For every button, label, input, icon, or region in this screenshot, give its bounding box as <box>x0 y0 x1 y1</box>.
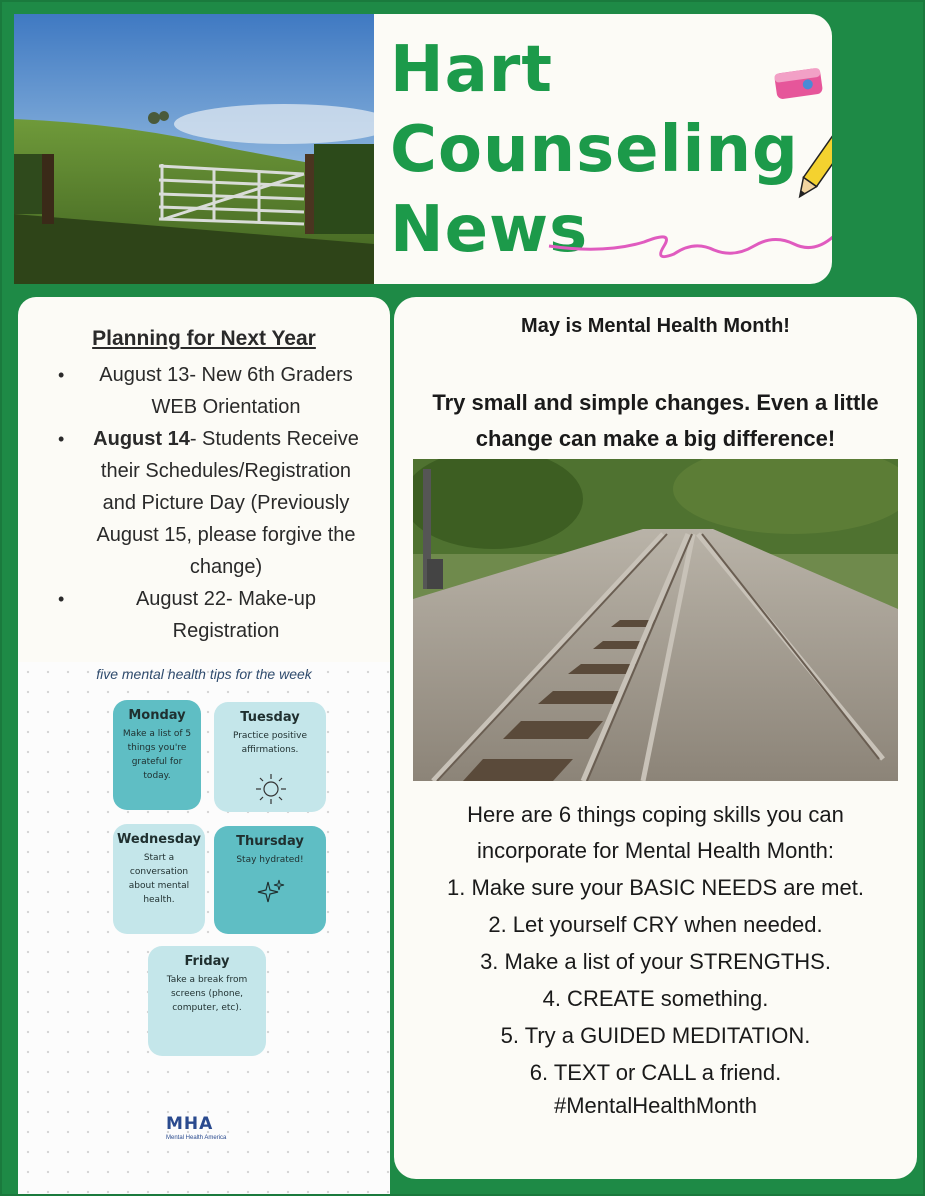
coping-item: 6. TEXT or CALL a friend. <box>529 1060 782 1085</box>
tip-text: Take a break from screens (phone, computer, etc). <box>166 975 248 1013</box>
planning-line: August 22- Make-up <box>135 588 317 610</box>
title-line-2: Counseling <box>390 113 799 187</box>
subtitle-line: Try small and simple changes. Even a little <box>432 390 879 415</box>
bullet: • <box>58 365 65 385</box>
tip-text: Practice positive affirmations. <box>232 731 308 755</box>
title-line-3: News <box>390 193 589 267</box>
planning-item <box>18 359 390 423</box>
planning-item <box>18 583 390 647</box>
right-panel <box>394 297 917 1179</box>
railroad-tracks-photo <box>413 459 898 781</box>
intro-line: Here are 6 things coping skills you can <box>467 802 844 827</box>
bullet: • <box>58 429 65 449</box>
coping-item: 2. Let yourself CRY when needed. <box>488 912 823 937</box>
mental-health-subtitle <box>394 385 917 457</box>
coping-skills-list <box>394 869 917 1091</box>
planning-line: August 15, please forgive the <box>96 524 356 546</box>
tip-day: Monday <box>128 708 186 723</box>
tips-area <box>18 662 390 1196</box>
planning-line: their Schedules/Registration <box>100 460 352 482</box>
planning-line: WEB Orientation <box>151 396 301 418</box>
planning-line: and Picture Day (Previously <box>102 492 350 514</box>
tip-day: Tuesday <box>240 710 300 725</box>
mental-health-title: May is Mental Health Month! <box>521 315 790 337</box>
tip-day: Wednesday <box>117 832 201 847</box>
coping-intro <box>394 797 917 869</box>
tip-card-wednesday <box>113 824 205 934</box>
coping-item: 5. Try a GUIDED MEDITATION. <box>500 1023 811 1048</box>
tip-day: Friday <box>184 954 230 969</box>
planning-list <box>18 359 390 647</box>
tip-text: Make a list of 5 things you're grateful for today. <box>122 729 192 781</box>
tip-text: Start a conversation about mental health. <box>128 853 190 905</box>
tip-text: Stay hydrated! <box>236 855 304 865</box>
hashtag: #MentalHealthMonth <box>553 1093 757 1118</box>
tip-card-friday <box>148 946 266 1056</box>
mha-logo <box>166 1114 256 1154</box>
tip-card-thursday <box>214 826 326 934</box>
tip-card-tuesday <box>214 702 326 812</box>
intro-line: incorporate for Mental Health Month: <box>476 838 835 863</box>
planning-item <box>18 423 390 583</box>
mha-logo-text: MHA <box>166 1114 214 1134</box>
planning-title: Planning for Next Year <box>92 327 316 350</box>
coping-item: 1. Make sure your BASIC NEEDS are met. <box>447 875 864 900</box>
tip-day: Thursday <box>236 834 304 849</box>
tips-heading: five mental health tips for the week <box>96 666 312 682</box>
planning-line: Registration <box>172 620 280 642</box>
sun-icon <box>254 772 288 806</box>
planning-bold-date: August 14 <box>93 428 190 450</box>
sparkle-icon <box>256 878 286 908</box>
planning-line: August 13- New 6th Graders <box>99 364 353 386</box>
coping-item: 4. CREATE something. <box>542 986 769 1011</box>
planning-line: - Students Receive <box>189 428 359 450</box>
coping-item: 3. Make a list of your STRENGTHS. <box>480 949 831 974</box>
subtitle-line: change can make a big difference! <box>475 426 836 451</box>
title-card <box>374 14 832 284</box>
mha-logo-subtitle: Mental Health America <box>166 1135 227 1141</box>
bullet: • <box>58 589 65 609</box>
pencil-eraser-squiggle-icon <box>374 14 832 284</box>
field-gate-photo <box>14 14 374 284</box>
planning-line: change) <box>189 556 263 578</box>
tip-card-monday <box>113 700 201 810</box>
left-panel <box>18 297 390 1196</box>
title-line-1: Hart <box>390 33 553 107</box>
